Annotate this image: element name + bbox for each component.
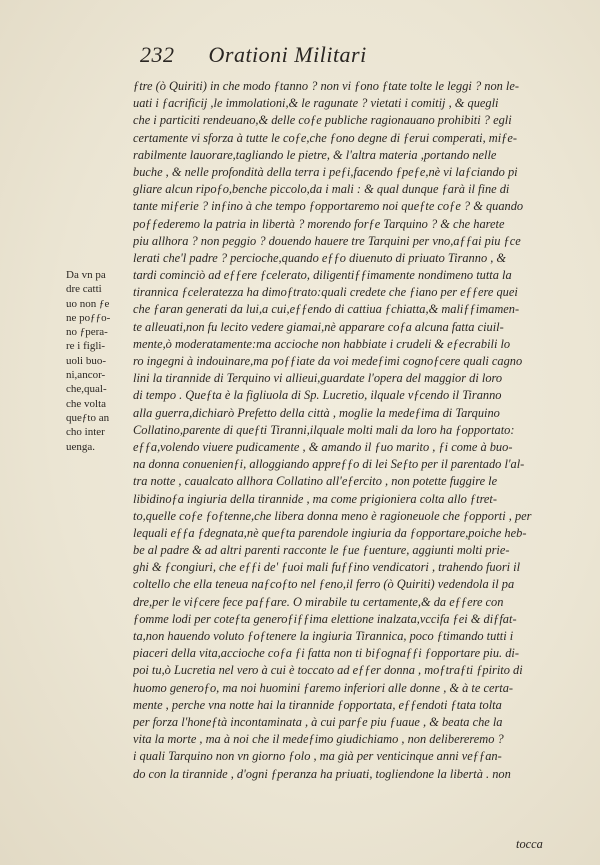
body-line: mente,ò moderatamente:ma accioche non habbiate i crudeli & eƒecrabili lo xyxy=(133,336,511,351)
body-line: tra notte , caualcato allhora Collatino all'eƒercito , non potette fuggire le xyxy=(133,474,498,489)
margin-note-line: queƒto an xyxy=(66,411,110,424)
catchword: tocca xyxy=(516,837,543,851)
body-line: dre,per le viƒcere fece paƒƒare. O mirabile tu certamente,& da eƒƒere con xyxy=(133,594,504,609)
body-line: i quali Tarquino non vn giorno ƒolo , ma già per venticinque anni veƒƒan- xyxy=(133,749,502,764)
margin-note xyxy=(66,268,126,454)
margin-note-line: uo non ƒe xyxy=(66,297,110,310)
body-line: alla guerra,dichiarò Prefetto della città , moglie la medeƒima di Tarquino xyxy=(133,405,500,420)
body-line: di tempo . Queƒta è la figliuola di Sp. Lucretio, ilquale vƒcendo il Tiranno xyxy=(133,388,502,403)
margin-note-line: ne poƒƒo- xyxy=(66,311,111,324)
body-line: che ƒaran generati da lui,a cui,eƒƒendo di cattiua ƒchiatta,& maliƒƒimamen- xyxy=(133,302,520,317)
body-line: ro ingegni à indouinare,ma poƒƒiate da voi medeƒimi cognoƒcere quali cagno xyxy=(133,354,523,368)
body-line: ƒtre (ò Quiriti) in che modo ƒtanno ? non vi ƒono ƒtate tolte le leggi ? non le- xyxy=(133,79,519,93)
body-line: be al padre & ad altri parenti racconte le ƒue ƒuenture, aggiunti molti prie- xyxy=(133,543,510,558)
margin-note-line: dre catti xyxy=(66,283,102,296)
body-line: rabilmente lauorare,tagliando le pietre, & l'altra materia ,portando nelle xyxy=(133,147,497,162)
body-line: tante miƒerie ? inƒino à che tempo ƒopportaremo noi queƒte coƒe ? & quando xyxy=(133,199,524,214)
margin-note-line: uenga. xyxy=(66,440,96,453)
margin-note-line: ni,ancor- xyxy=(66,369,106,382)
body-line: gliare alcun ripoƒo,benche piccolo,da i mali : & qual dunque ƒarà il fine di xyxy=(133,182,510,197)
body-line: do con la tirannide , d'ogni ƒperanza ha priuati, togliendone la libertà . non xyxy=(133,766,511,781)
body-line: eƒƒa,volendo viuere pudicamente , & amando il ƒuo marito , ƒi come à buo- xyxy=(133,439,513,454)
margin-note-line: re i figli- xyxy=(66,340,106,353)
body-line: buche , & nelle profondità della terra i peƒi,facendo ƒpeƒe,nè vi laƒciando pi xyxy=(133,164,518,179)
page-number: 232 xyxy=(140,42,175,67)
margin-note-line: che,qual- xyxy=(66,383,107,396)
body-text xyxy=(133,78,563,783)
margin-note-line: che volta xyxy=(66,397,107,410)
body-line: mente , perche vna notte hai la tirannide ƒopportata, eƒƒendoti ƒtata tolta xyxy=(133,697,502,712)
body-line: piu allhora ? non peggio ? douendo hauere tre Tarquini per vno,aƒƒai piu ƒce xyxy=(133,233,521,248)
body-line: te alleuati,non fu lecito vedere giamai,nè apparare coƒa alcuna fatta ciuil- xyxy=(133,319,504,334)
body-line: huomo generoƒo, ma noi huomini ƒaremo inferiori alle donne , & à te certa- xyxy=(133,680,514,695)
body-line: piaceri della vita,accioche coƒa ƒi fatta non ti biƒognaƒƒi ƒopportare piu. di- xyxy=(133,646,520,661)
running-title: Orationi Militari xyxy=(208,42,367,67)
margin-note-line: uoli buo- xyxy=(66,354,107,367)
body-line: uati i ƒacrificij ,le immolationi,& le ragunate ? vietati i comitij , & quegli xyxy=(133,96,499,111)
body-line: libidinoƒa ingiuria della tirannide , ma come prigioniera colta allo ƒtret- xyxy=(133,491,498,506)
body-line: na donna conuenienƒi, alloggiando appreƒƒo di lei Seƒto per il parentado l'al- xyxy=(133,457,525,472)
body-line: lequali eƒƒa ƒdegnata,nè queƒta parendole ingiuria da ƒopportare,poiche heb- xyxy=(133,525,527,540)
body-line: certamente vi sforza à tutte le coƒe,che ƒono degne di ƒerui comperati, miƒe- xyxy=(133,130,518,145)
body-line: coltello che ella teneua naƒcoƒto nel ƒeno,il ferro (ò Quiriti) vedendola il pa xyxy=(133,577,515,592)
body-line: per forza l'honeƒtà incontaminata , à cui parƒe piu ƒuaue , & beata che la xyxy=(133,714,503,729)
body-line: lerati che'l padre ? percioche,quando eƒƒo diuenuto di priuato Tiranno , & xyxy=(133,250,507,265)
body-line: tirannica ƒceleratezza ha dimoƒtrato:quali credete che ƒiano per eƒƒere quei xyxy=(133,285,518,300)
body-line: poi tu,ò Lucretia nel vero à cui è toccato ad eƒƒer donna , moƒtraƒti ƒpirito di xyxy=(133,663,523,678)
body-line: ƒomme lodi per coteƒta generoƒiƒƒima elettione inalzata,vccifa ƒei & diƒfat- xyxy=(133,611,517,626)
body-line: ghi & ƒcongiuri, che eƒƒi de' ƒuoi mali fuƒƒino vendicatori , trahendo fuori il xyxy=(133,560,521,575)
body-line: Collatino,parente di queƒti Tiranni,ilquale molti mali da loro ha ƒopportato: xyxy=(133,422,515,437)
page-header xyxy=(140,42,367,68)
margin-note-line: no ƒpera- xyxy=(66,326,108,339)
body-line: che i particiti rendeuano,& delle coƒe publiche ragionauano prohibiti ? egli xyxy=(133,113,512,128)
body-line: lini la tirannide di Terquino vi allieui,guardate l'opera del maggior di loro xyxy=(133,371,503,386)
margin-note-line: cho inter xyxy=(66,426,105,439)
body-line: poƒƒederemo la patria in libertà ? morendo forƒe Tarquino ? & che harete xyxy=(133,216,505,231)
body-line: ta,non hauendo voluto ƒoƒtenere la ingiuria Tirannica, poco ƒtimando tutti i xyxy=(133,629,514,643)
body-line: vita la morte , ma à noi che il medeƒimo giudichiamo , non delibereremo ? xyxy=(133,732,504,747)
body-line: tardi cominciò ad eƒƒere ƒcelerato, diligentiƒƒimamente nondimeno tutta la xyxy=(133,268,512,283)
margin-note-line: Da vn pa xyxy=(66,269,106,281)
body-line: to,quelle coƒe ƒoƒtenne,che libera donna meno è ragioneuole che ƒopporti , per xyxy=(133,508,532,523)
